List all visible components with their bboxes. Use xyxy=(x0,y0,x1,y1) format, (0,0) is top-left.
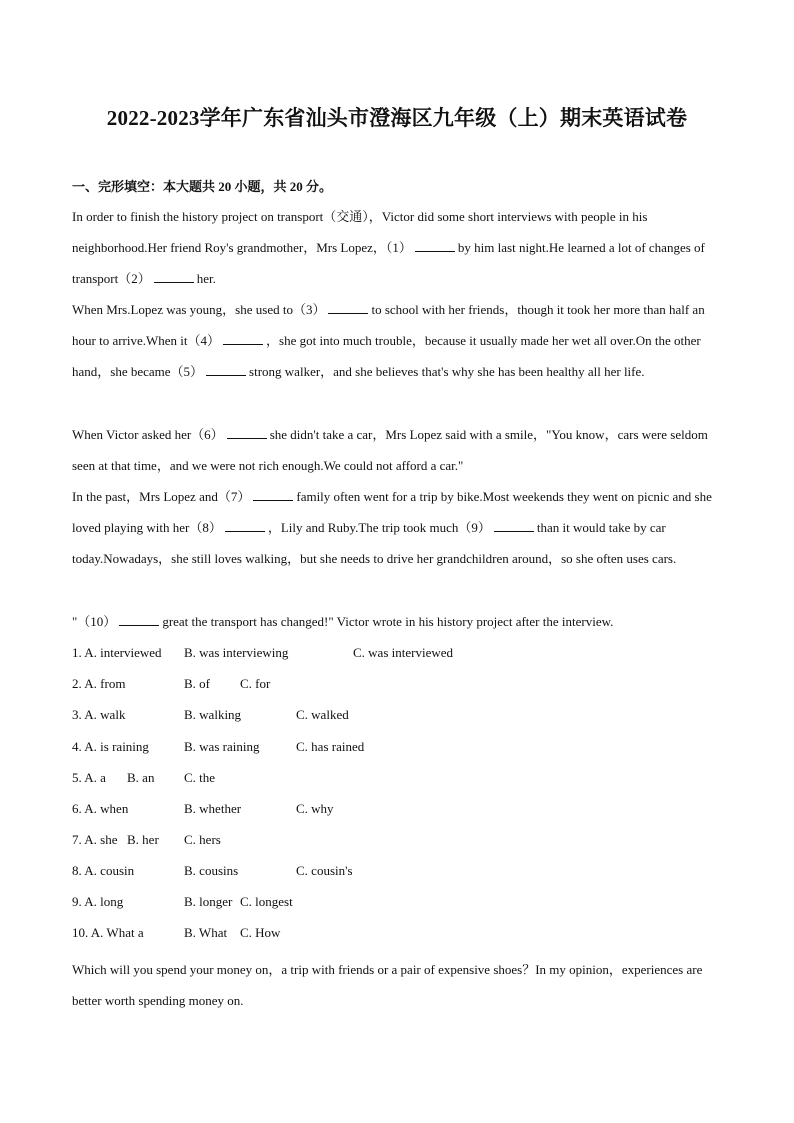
option-c: C. has rained xyxy=(296,739,365,754)
option-a: 2. A. from xyxy=(72,676,126,691)
option-b: B. of xyxy=(184,676,210,691)
option-b: B. was interviewing xyxy=(184,645,289,660)
passage-text: family often went for a trip by bike.Most weekends they went on picnic and she loved playing with her（8） xyxy=(72,489,712,536)
option-b: B. cousins xyxy=(184,863,239,878)
option-c: C. hers xyxy=(184,832,221,847)
option-a: 10. A. What a xyxy=(72,925,144,940)
option-a: 1. A. interviewed xyxy=(72,645,162,660)
option-c: C. why xyxy=(296,801,334,816)
blank-7 xyxy=(253,490,293,501)
blank-9 xyxy=(494,521,534,532)
option-b: B. longer xyxy=(184,894,233,909)
passage-text: When Mrs.Lopez was young，she used to（3） xyxy=(72,302,326,317)
option-a: 3. A. walk xyxy=(72,707,126,722)
option-c: C. was interviewed xyxy=(353,645,454,660)
option-c: C. cousin's xyxy=(296,863,353,878)
option-a: 4. A. is raining xyxy=(72,739,149,754)
option-b: B. whether xyxy=(184,801,242,816)
option-c: C. longest xyxy=(240,894,293,909)
passage-text: strong walker，and she believes that's why she has been healthy all her life. xyxy=(249,364,645,380)
passage-text: When Victor asked her（6） xyxy=(72,427,224,442)
passage-text: her. xyxy=(196,271,216,287)
blank-6 xyxy=(227,428,267,439)
blank-1 xyxy=(415,241,455,252)
option-a: 6. A. when xyxy=(72,801,129,816)
option-c: C. walked xyxy=(296,707,349,722)
option-a: 9. A. long xyxy=(72,894,124,909)
option-b: B. her xyxy=(127,832,159,847)
blank-8 xyxy=(225,521,265,532)
option-a: 5. A. a xyxy=(72,770,106,785)
passage-text: In the past，Mrs Lopez and（7） xyxy=(72,489,251,504)
passage-paragraph-1 xyxy=(72,201,722,295)
option-b: B. an xyxy=(127,770,155,785)
option-b: B. What xyxy=(184,925,228,940)
passage-text: In order to finish the history project on transport（交通），Victor did some short interviews with people in his neighborhood.Her friend Roy's grandmother，Mrs Lopez，（1） xyxy=(72,209,648,256)
option-c: C. How xyxy=(240,925,281,940)
passage-paragraph-3 xyxy=(72,419,722,481)
passage-text: "（10） xyxy=(72,614,117,629)
passage-text: by him last night.He learned a lot of changes of transport（2） xyxy=(72,240,705,287)
option-c: C. the xyxy=(184,770,216,785)
blank-10 xyxy=(119,615,159,626)
passage-text: ，she got into much trouble，because it usually made her wet all over.On the other hand，she became（5） xyxy=(72,333,701,380)
passage-paragraph-2 xyxy=(72,294,722,388)
passage-text: ，Lily and Ruby.The trip took much（9） xyxy=(267,520,491,536)
option-b: B. walking xyxy=(184,707,242,722)
passage-paragraph-4 xyxy=(72,481,722,575)
passage-text: she didn't take a car，Mrs Lopez said with a smile，"You know，cars were seldom seen at that time，and we were not rich enough.We could not afford a car." xyxy=(72,427,708,474)
option-a: 7. A. she xyxy=(72,832,118,847)
blank-2 xyxy=(154,272,194,283)
option-a: 8. A. cousin xyxy=(72,863,135,878)
blank-3 xyxy=(328,303,368,314)
passage-text: than it would take by car today.Nowadays，she still loves walking，but she needs to drive her grandchildren around，so she often uses cars. xyxy=(72,520,677,567)
passage-text: great the transport has changed!" Victor wrote in his history project after the interview. xyxy=(162,614,614,629)
option-b: B. was raining xyxy=(184,739,260,754)
exam-title: 2022-2023学年广东省汕头市澄海区九年级（上）期末英语试卷 xyxy=(106,106,688,130)
passage-text: to school with her friends，though it took her more than half an hour to arrive.When it（4） xyxy=(72,302,705,349)
passage-paragraph-5 xyxy=(72,606,722,637)
option-c: C. for xyxy=(240,676,271,691)
blank-4 xyxy=(223,334,263,345)
passage-paragraph-next: Which will you spend your money on，a trip with friends or a pair of expensive shoes？In my opinion，experiences are better worth spending money on. xyxy=(72,962,703,1009)
section-header: 一、完形填空：本大题共 20 小题，共 20 分。 xyxy=(72,179,333,194)
blank-5 xyxy=(206,365,246,376)
